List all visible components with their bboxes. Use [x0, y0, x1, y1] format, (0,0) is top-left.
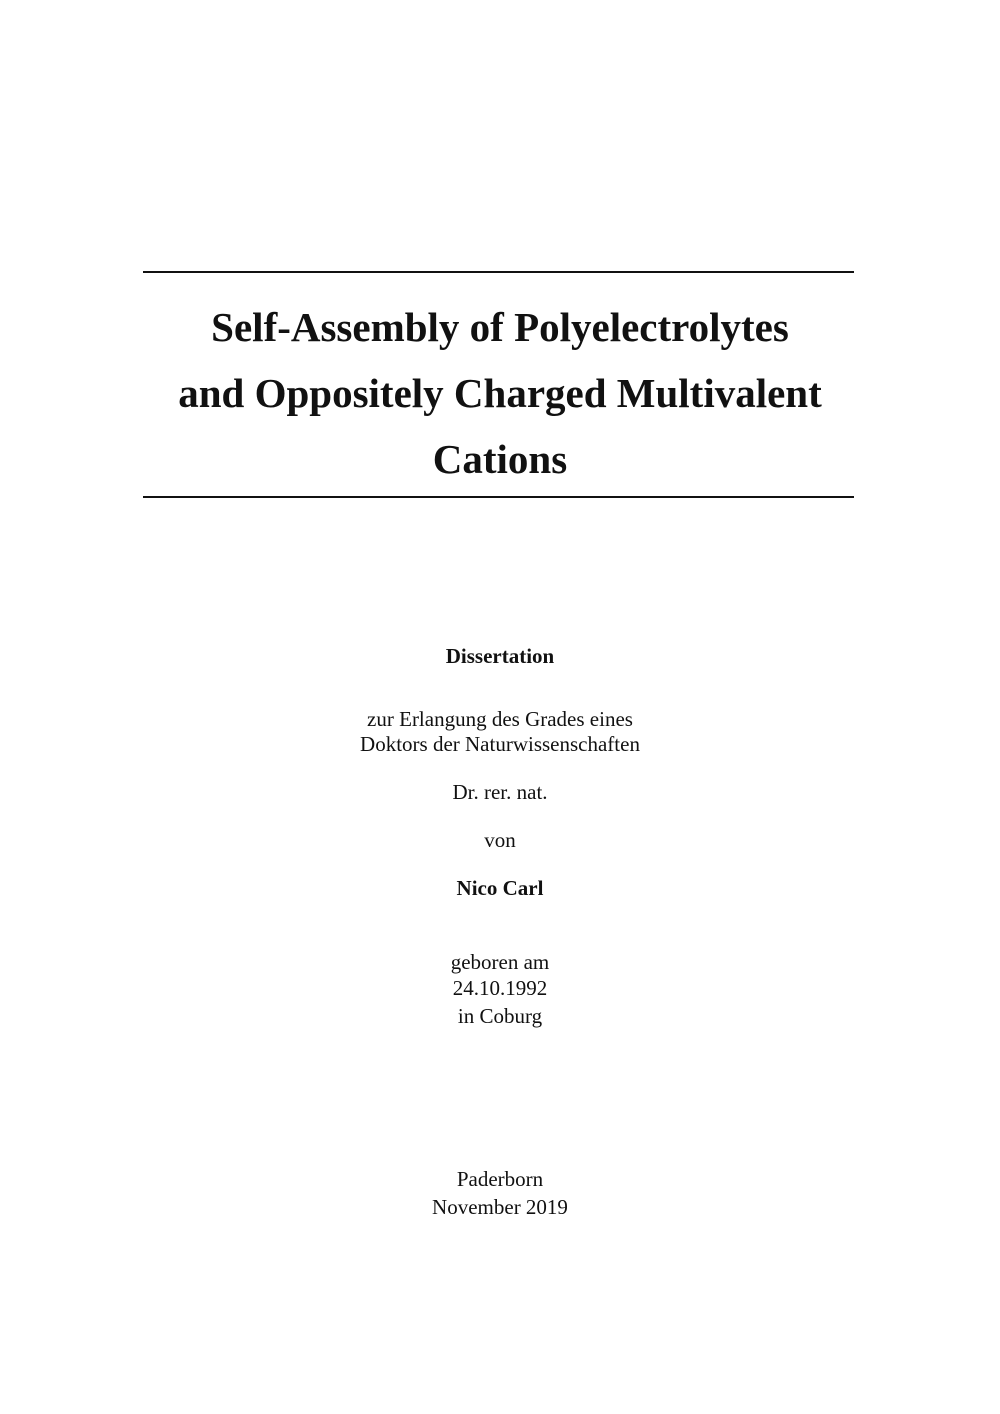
title-line-3: Cations — [432, 436, 568, 482]
birth-label: geboren am — [450, 950, 550, 974]
thesis-title — [120, 294, 880, 492]
degree: Dr. rer. nat. — [452, 780, 548, 804]
purpose-line-2: Doktors der Naturwissenschaften — [360, 732, 640, 756]
top-rule — [143, 271, 854, 273]
by-label: von — [484, 828, 516, 852]
title-line-2: and Oppositely Charged Multivalent — [178, 370, 822, 416]
birth-date: 24.10.1992 — [452, 976, 548, 1000]
location: Paderborn — [456, 1167, 544, 1191]
title-line-1: Self-Assembly of Polyelectrolytes — [211, 304, 789, 350]
document-type: Dissertation — [445, 644, 555, 668]
birth-place: in Coburg — [457, 1004, 543, 1028]
author-name: Nico Carl — [456, 876, 544, 900]
bottom-rule — [143, 496, 854, 498]
submission-date: November 2019 — [432, 1195, 568, 1219]
purpose-line-1: zur Erlangung des Grades eines — [367, 707, 633, 731]
